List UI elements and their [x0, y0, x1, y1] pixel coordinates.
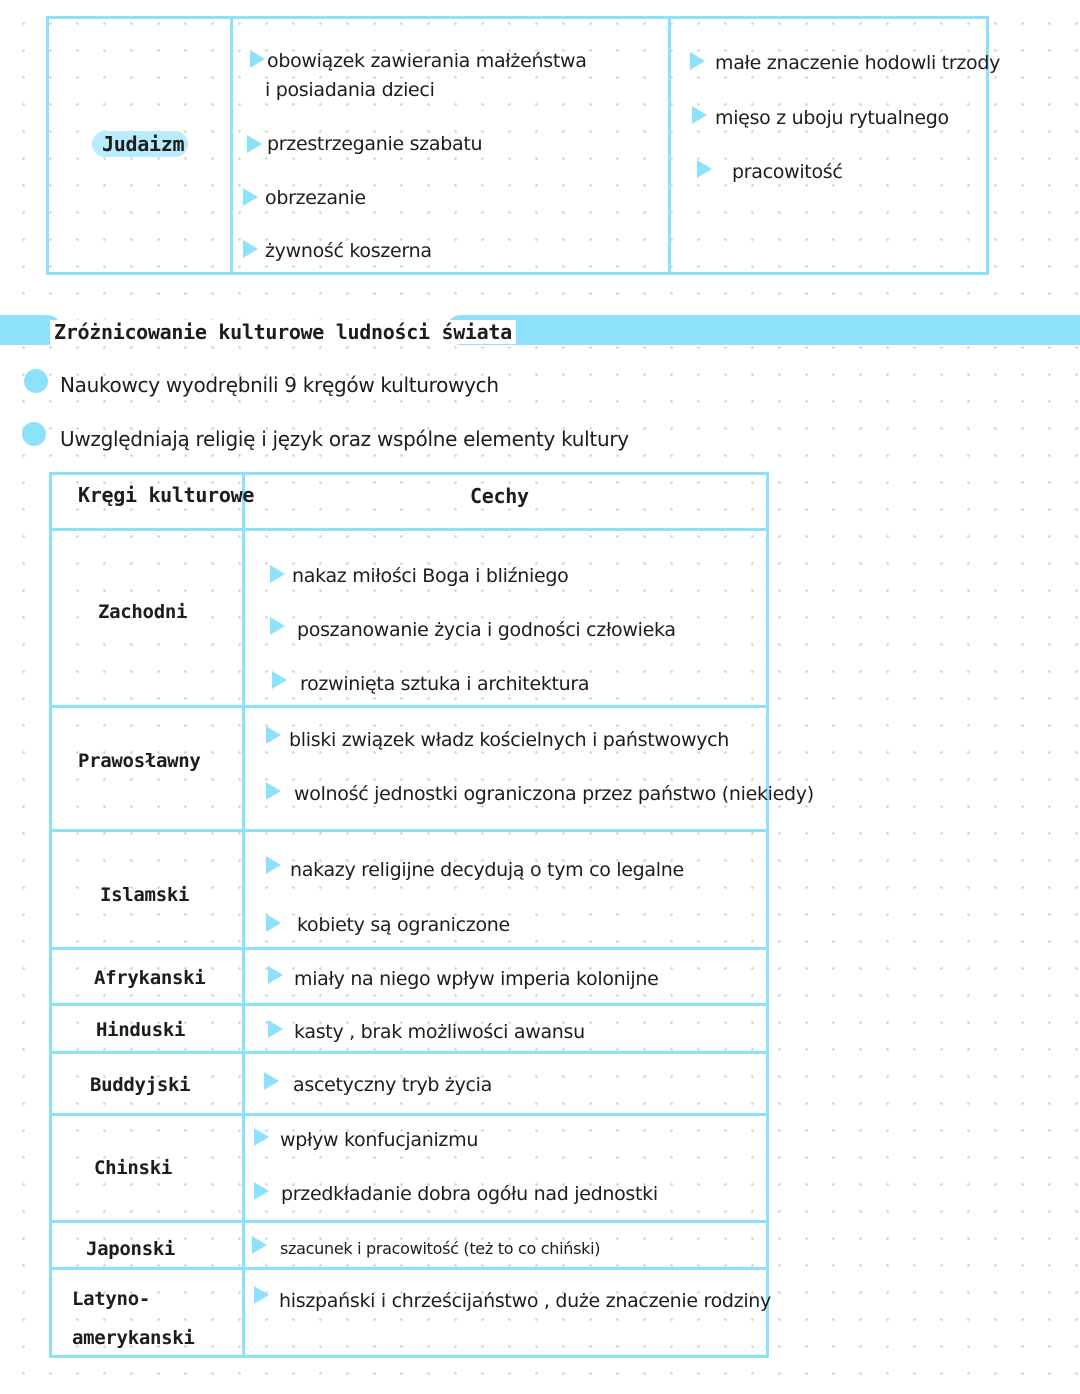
circle-trait: ascetyczny tryb życia: [293, 1074, 493, 1096]
heading-bar-right: [446, 315, 1080, 345]
bullet-arrow-icon: [266, 856, 281, 874]
bullet-arrow-icon: [243, 240, 258, 258]
bullet-arrow-icon: [264, 1072, 279, 1090]
header-left: Kręgi kulturowe: [78, 483, 255, 507]
circle-trait: rozwinięta sztuka i architektura: [300, 673, 590, 695]
judaism-trait: obowiązek zawierania małżeństwa: [267, 50, 587, 72]
bullet-arrow-icon: [697, 160, 712, 178]
bullet-arrow-icon: [247, 135, 262, 153]
top-table-divider-2: [668, 18, 671, 273]
circle-name: Afrykanski: [94, 967, 206, 989]
circle-name-line1: Latyno-: [72, 1288, 150, 1310]
row-separator: [51, 947, 767, 950]
circle-name: Zachodni: [98, 601, 188, 623]
circle-trait: kasty , brak możliwości awansu: [294, 1021, 585, 1043]
religion-label: Judaizm: [102, 132, 185, 156]
top-table-divider-1: [230, 18, 233, 273]
bullet-arrow-icon: [266, 782, 281, 800]
row-separator: [51, 1003, 767, 1006]
bullet-arrow-icon: [254, 1128, 269, 1146]
row-separator: [51, 528, 767, 531]
bullet-dot-icon: [24, 369, 48, 393]
circle-name: Hinduski: [96, 1019, 186, 1041]
circle-trait: wolność jednostki ograniczona przez państwo (niekiedy): [294, 783, 814, 805]
circle-trait: przedkładanie dobra ogółu nad jednostki: [281, 1183, 658, 1205]
judaism-economy-trait: mięso z uboju rytualnego: [715, 107, 949, 129]
row-separator: [51, 1051, 767, 1054]
circle-trait: miały na niego wpływ imperia kolonijne: [294, 968, 659, 990]
circle-trait: wpływ konfucjanizmu: [280, 1129, 479, 1151]
bullet-arrow-icon: [252, 1236, 267, 1254]
header-right: Cechy: [470, 484, 529, 508]
row-separator: [51, 705, 767, 708]
section-bullet: Uwzględniają religię i język oraz wspólne elementy kultury: [60, 427, 629, 451]
culture-table-divider: [242, 474, 245, 1356]
bullet-arrow-icon: [243, 188, 258, 206]
bullet-arrow-icon: [692, 106, 707, 124]
judaism-trait: żywność koszerna: [265, 240, 432, 262]
bullet-arrow-icon: [268, 966, 283, 984]
bullet-arrow-icon: [268, 1020, 283, 1038]
circle-trait: hiszpański i chrześcijaństwo , duże znaczenie rodziny: [279, 1290, 771, 1312]
circle-trait: szacunek i pracowitość (też to co chiński): [280, 1239, 601, 1258]
bullet-arrow-icon: [270, 617, 285, 635]
circle-trait: kobiety są ograniczone: [297, 914, 510, 936]
row-separator: [51, 1267, 767, 1270]
bullet-arrow-icon: [254, 1182, 269, 1200]
circle-trait: bliski związek władz kościelnych i państwowych: [289, 729, 730, 751]
judaism-economy-trait: pracowitość: [732, 161, 843, 183]
bullet-arrow-icon: [266, 726, 281, 744]
bullet-arrow-icon: [690, 52, 705, 70]
row-separator: [51, 1113, 767, 1116]
circle-name-line2: amerykanski: [72, 1327, 195, 1349]
circle-name: Buddyjski: [90, 1074, 191, 1096]
judaism-economy-trait: małe znaczenie hodowli trzody: [715, 52, 1001, 74]
circle-name: Islamski: [100, 884, 190, 906]
row-separator: [51, 829, 767, 832]
circle-trait: poszanowanie życia i godności człowieka: [297, 619, 676, 641]
section-bullet: Naukowcy wyodrębnili 9 kręgów kulturowych: [60, 373, 499, 397]
circle-name: Chinski: [94, 1157, 172, 1179]
bullet-arrow-icon: [254, 1286, 269, 1304]
circle-name: Prawosławny: [78, 750, 201, 772]
circle-trait: nakazy religijne decydują o tym co legalne: [290, 859, 684, 881]
circle-trait: nakaz miłości Boga i bliźniego: [292, 565, 569, 587]
judaism-trait: przestrzeganie szabatu: [267, 133, 483, 155]
judaism-trait: obrzezanie: [265, 187, 366, 209]
bullet-dot-icon: [22, 422, 46, 446]
bullet-arrow-icon: [266, 914, 281, 932]
bullet-arrow-icon: [272, 671, 287, 689]
bullet-arrow-icon: [270, 565, 285, 583]
section-title: Zróżnicowanie kulturowe ludności świata: [50, 320, 516, 344]
judaism-trait-cont: i posiadania dzieci: [265, 79, 435, 101]
bullet-arrow-icon: [250, 50, 265, 68]
row-separator: [51, 1220, 767, 1223]
circle-name: Japonski: [86, 1238, 176, 1260]
